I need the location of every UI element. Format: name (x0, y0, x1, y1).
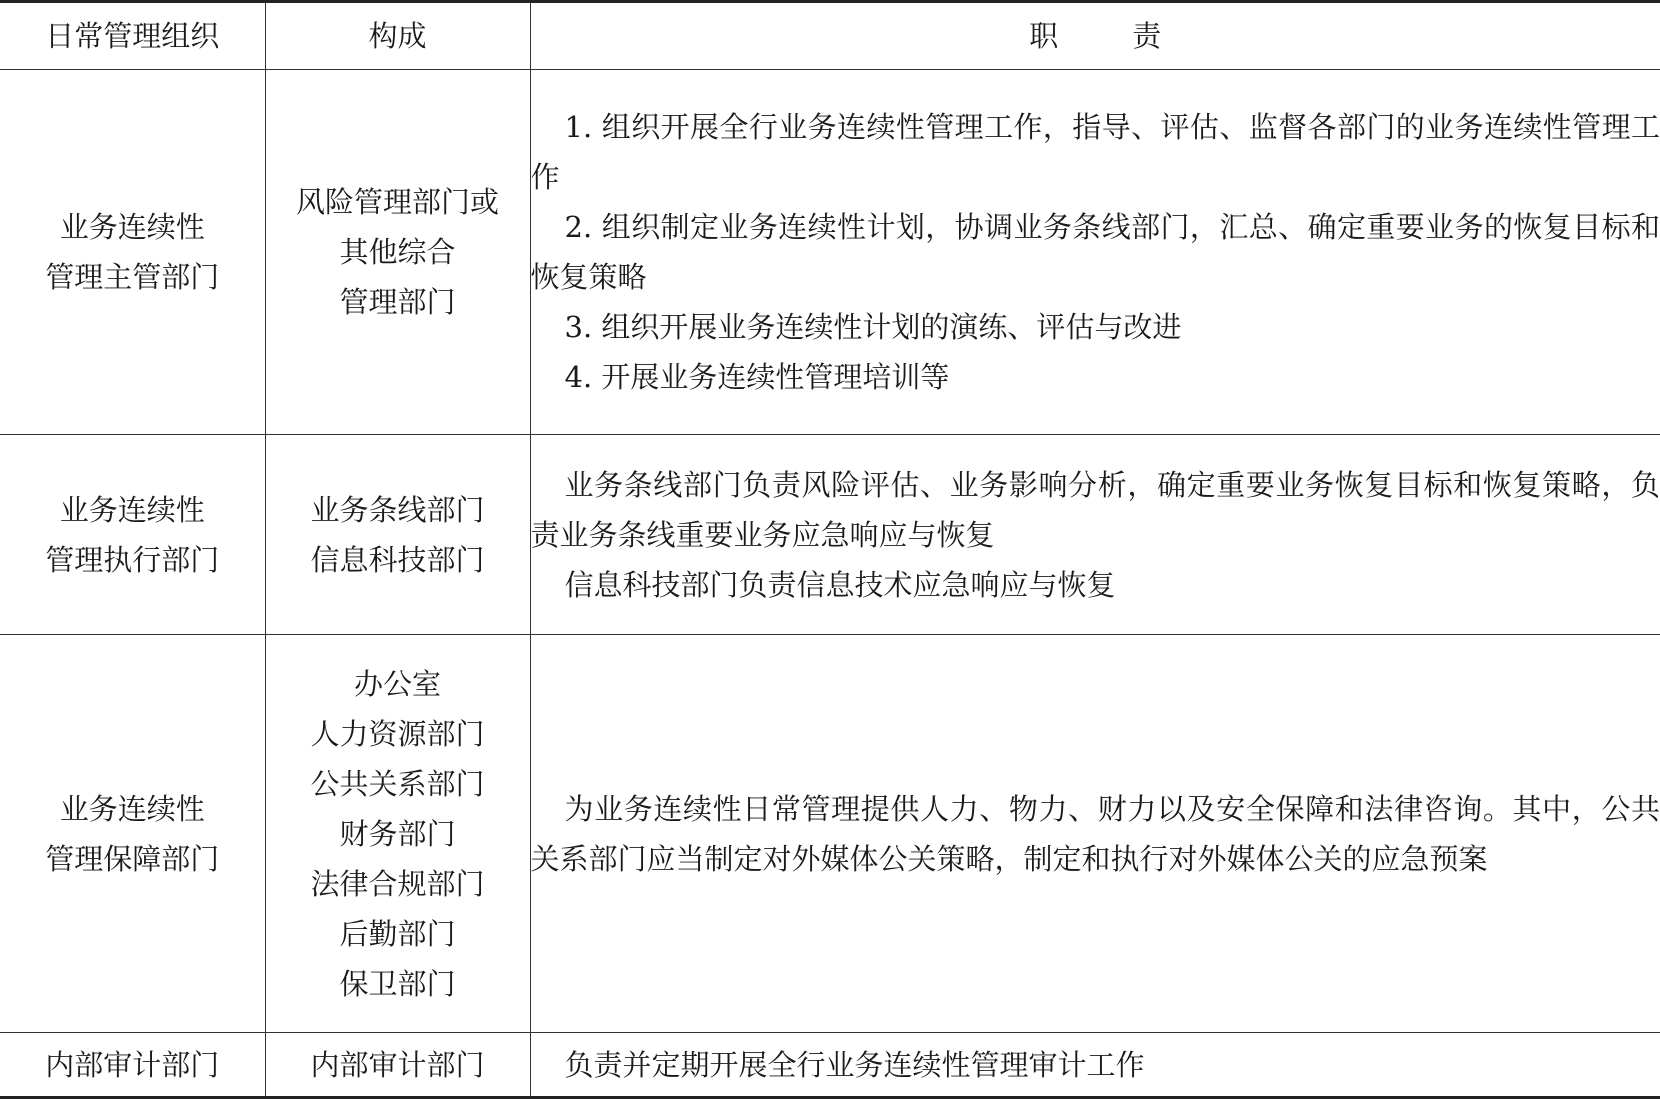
duty-item: 1. 组织开展全行业务连续性管理工作，指导、评估、监督各部门的业务连续性管理工作 (531, 102, 1660, 202)
composition-line: 财务部门 (266, 809, 530, 859)
org-line: 业务连续性 (0, 202, 265, 252)
composition-line: 风险管理部门或 (266, 177, 530, 227)
duty-item: 2. 组织制定业务连续性计划，协调业务条线部门，汇总、确定重要业务的恢复目标和恢复策略 (531, 202, 1660, 302)
duty-item: 信息科技部门负责信息技术应急响应与恢复 (531, 560, 1660, 610)
composition-line: 办公室 (266, 659, 530, 709)
table-row (0, 635, 1660, 1033)
table-header-row (0, 2, 1660, 70)
header-duty (530, 2, 1660, 70)
composition-line: 保卫部门 (266, 959, 530, 1009)
header-org: 日常管理组织 (0, 2, 265, 70)
org-line: 内部审计部门 (0, 1040, 265, 1090)
org-cell (0, 435, 265, 635)
org-cell (0, 70, 265, 435)
composition-line: 业务条线部门 (266, 485, 530, 535)
composition-line: 管理部门 (266, 277, 530, 327)
org-line: 管理执行部门 (0, 535, 265, 585)
org-line: 管理保障部门 (0, 834, 265, 884)
duty-cell (530, 70, 1660, 435)
org-cell (0, 635, 265, 1033)
duty-item: 4. 开展业务连续性管理培训等 (531, 352, 1660, 402)
composition-cell (265, 1033, 530, 1098)
duty-cell (530, 1033, 1660, 1098)
header-duty-right: 责 (1132, 19, 1161, 53)
header-composition: 构成 (265, 2, 530, 70)
duty-cell (530, 435, 1660, 635)
composition-line: 内部审计部门 (266, 1040, 530, 1090)
duty-item: 业务条线部门负责风险评估、业务影响分析，确定重要业务恢复目标和恢复策略，负责业务条线重要业务应急响应与恢复 (531, 460, 1660, 560)
header-duty-left: 职 (1029, 19, 1058, 53)
composition-cell (265, 435, 530, 635)
composition-line: 公共关系部门 (266, 759, 530, 809)
composition-line: 信息科技部门 (266, 535, 530, 585)
composition-line: 法律合规部门 (266, 859, 530, 909)
duty-item: 负责并定期开展全行业务连续性管理审计工作 (531, 1040, 1660, 1090)
table-row (0, 1033, 1660, 1098)
composition-cell (265, 70, 530, 435)
duty-item: 3. 组织开展业务连续性计划的演练、评估与改进 (531, 302, 1660, 352)
composition-line: 其他综合 (266, 227, 530, 277)
composition-line: 人力资源部门 (266, 709, 530, 759)
table-row (0, 70, 1660, 435)
table-row (0, 435, 1660, 635)
composition-cell (265, 635, 530, 1033)
org-line: 业务连续性 (0, 485, 265, 535)
org-cell (0, 1033, 265, 1098)
org-line: 管理主管部门 (0, 252, 265, 302)
composition-line: 后勤部门 (266, 909, 530, 959)
duty-item: 为业务连续性日常管理提供人力、物力、财力以及安全保障和法律咨询。其中，公共关系部门应当制定对外媒体公关策略，制定和执行对外媒体公关的应急预案 (531, 784, 1660, 884)
org-line: 业务连续性 (0, 784, 265, 834)
duty-cell (530, 635, 1660, 1033)
